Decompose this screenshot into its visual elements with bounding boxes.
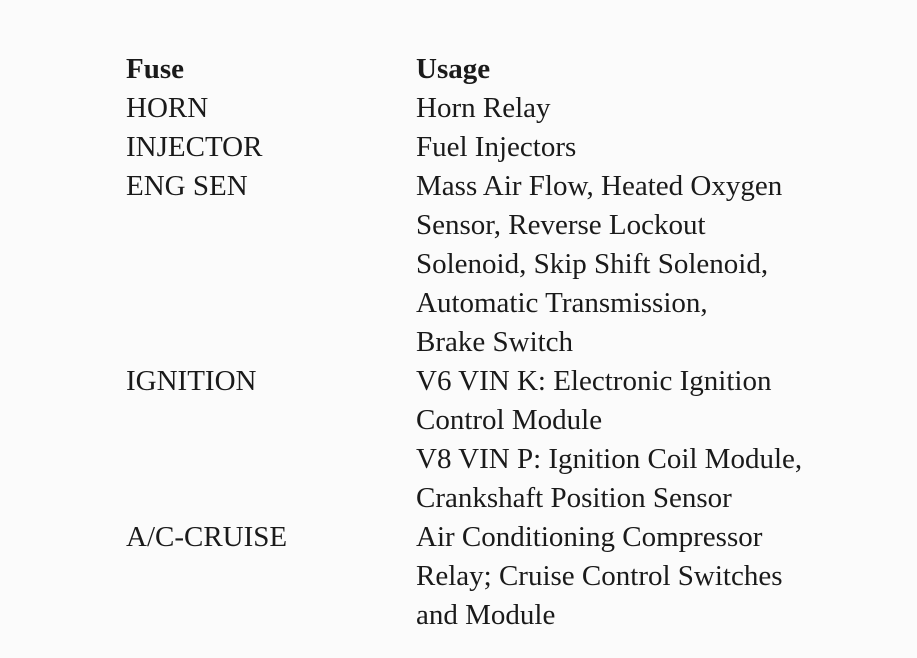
usage-line: Solenoid, Skip Shift Solenoid, (416, 248, 769, 280)
usage-line: Sensor, Reverse Lockout (416, 209, 706, 241)
usage-line: V8 VIN P: Ignition Coil Module, (416, 443, 803, 475)
table-row (126, 167, 886, 362)
usage-line: Relay; Cruise Control Switches (416, 560, 783, 592)
usage-line: Air Conditioning Compressor (416, 521, 763, 553)
fuse-column-header: Fuse (126, 53, 184, 85)
usage-line: Brake Switch (416, 326, 574, 358)
usage-line: Mass Air Flow, Heated Oxygen (416, 170, 783, 202)
usage-line: Control Module (416, 404, 603, 436)
fuse-name: A/C-CRUISE (126, 521, 288, 553)
usage-column-header-cell (416, 50, 886, 89)
usage-cell (416, 518, 886, 635)
usage-line: Horn Relay (416, 92, 551, 124)
table-header-row (126, 50, 886, 89)
usage-cell (416, 362, 886, 518)
fuse-cell (126, 362, 416, 401)
fuse-usage-table (126, 50, 886, 635)
fuse-cell (126, 167, 416, 206)
fuse-name: ENG SEN (126, 170, 248, 202)
fuse-cell (126, 128, 416, 167)
fuse-name: HORN (126, 92, 209, 124)
usage-column-header: Usage (416, 53, 491, 85)
usage-line: and Module (416, 599, 556, 631)
table-row (126, 362, 886, 518)
fuse-name: INJECTOR (126, 131, 263, 163)
usage-cell (416, 167, 886, 362)
fuse-cell (126, 518, 416, 557)
table-row (126, 128, 886, 167)
fuse-name: IGNITION (126, 365, 257, 397)
table-row (126, 518, 886, 635)
usage-cell (416, 128, 886, 167)
fuse-cell (126, 89, 416, 128)
fuse-column-header-cell (126, 50, 416, 89)
usage-line: Crankshaft Position Sensor (416, 482, 732, 514)
table-row (126, 89, 886, 128)
usage-cell (416, 89, 886, 128)
usage-line: Automatic Transmission, (416, 287, 708, 319)
usage-line: Fuel Injectors (416, 131, 577, 163)
usage-line: V6 VIN K: Electronic Ignition (416, 365, 772, 397)
